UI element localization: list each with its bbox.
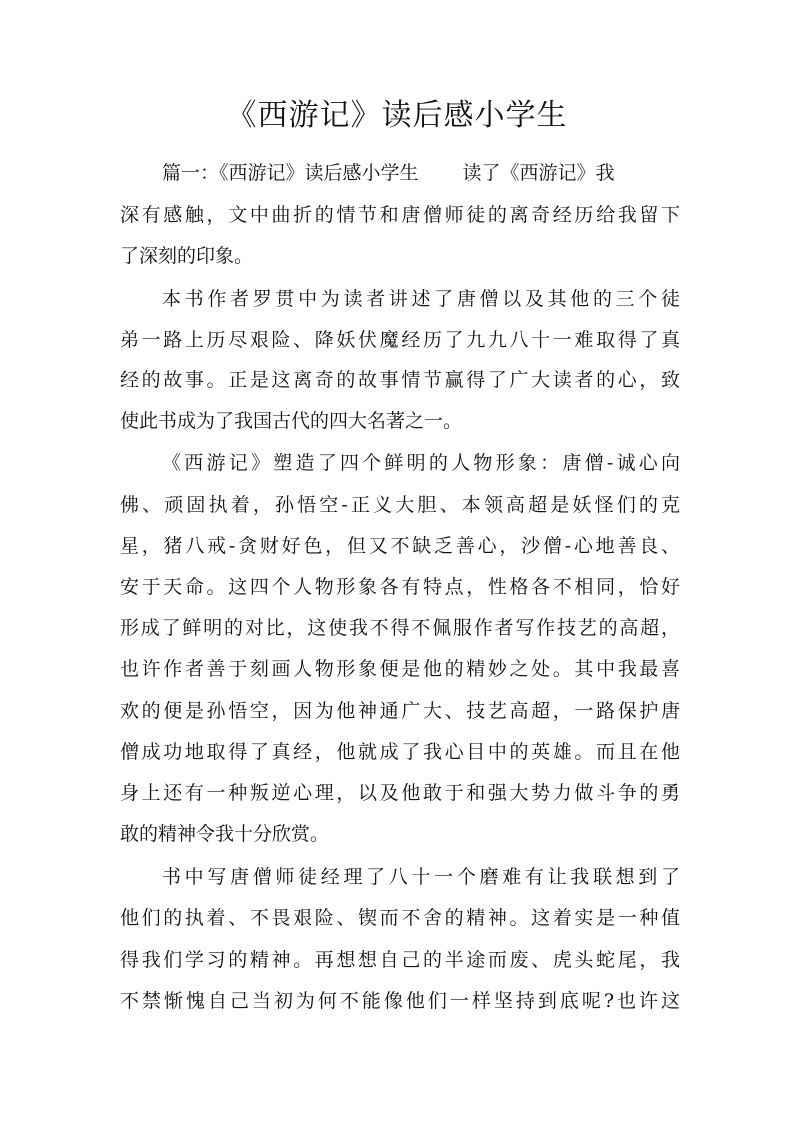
paragraph-1-line-1 (162, 158, 680, 188)
paragraph-3-line-9: 身上还有一种叛逆心理，以及他敢于和强大势力做斗争的勇 (120, 782, 680, 804)
paragraph-3-line-3: 星，猪八戒-贪财好色，但又不缺乏善心，沙僧-心地善良、 (120, 535, 680, 557)
paragraph-4-line-2: 他们的执着、不畏艰险、锲而不舍的精神。这着实是一种值 (120, 907, 680, 929)
paragraph-4-line-4: 不禁惭愧自己当初为何不能像他们一样坚持到底呢?也许这 (120, 990, 680, 1012)
paragraph-3-line-10: 敢的精神令我十分欣赏。 (120, 823, 330, 845)
paragraph-3-line-5: 形成了鲜明的对比，这使我不得不佩服作者写作技艺的高超， (120, 617, 680, 639)
paragraph-1-text: 读了《西游记》我 (462, 162, 615, 184)
paragraph-2-line-3: 经的故事。正是这离奇的故事情节赢得了广大读者的心，致 (120, 369, 680, 391)
paragraph-3-line-4: 安于天命。这四个人物形象各有特点，性格各不相同，恰好 (120, 576, 680, 598)
section-heading: 篇一：《西游记》读后感小学生 (162, 162, 419, 184)
paragraph-3-line-6: 也许作者善于刻画人物形象便是他的精妙之处。其中我最喜 (120, 658, 680, 680)
paragraph-2-line-1: 本书作者罗贯中为读者讲述了唐僧以及其他的三个徒 (162, 288, 680, 310)
paragraph-1-line-2: 深有感触，文中曲折的情节和唐僧师徒的离奇经历给我留下 (120, 204, 680, 226)
paragraph-3-line-1: 《西游记》塑造了四个鲜明的人物形象：唐僧-诚心向 (162, 452, 680, 474)
paragraph-3-line-8: 僧成功地取得了真经，他就成了我心目中的英雄。而且在他 (120, 741, 680, 763)
paragraph-3-line-2: 佛、顽固执着，孙悟空-正义大胆、本领高超是妖怪们的克 (120, 494, 680, 516)
paragraph-4-line-1: 书中写唐僧师徒经理了八十一个磨难有让我联想到了 (162, 866, 680, 888)
document-title: 《西游记》读后感小学生 (226, 98, 568, 133)
paragraph-1-line-3: 了深刻的印象。 (120, 245, 254, 267)
paragraph-2-line-2: 弟一路上历尽艰险、降妖伏魔经历了九九八十一难取得了真 (120, 329, 680, 351)
paragraph-2-line-4: 使此书成为了我国古代的四大名著之一。 (120, 410, 463, 432)
paragraph-3-line-7: 欢的便是孙悟空，因为他神通广大、技艺高超，一路保护唐 (120, 700, 680, 722)
paragraph-4-line-3: 得我们学习的精神。再想想自己的半途而废、虎头蛇尾，我 (120, 949, 680, 971)
